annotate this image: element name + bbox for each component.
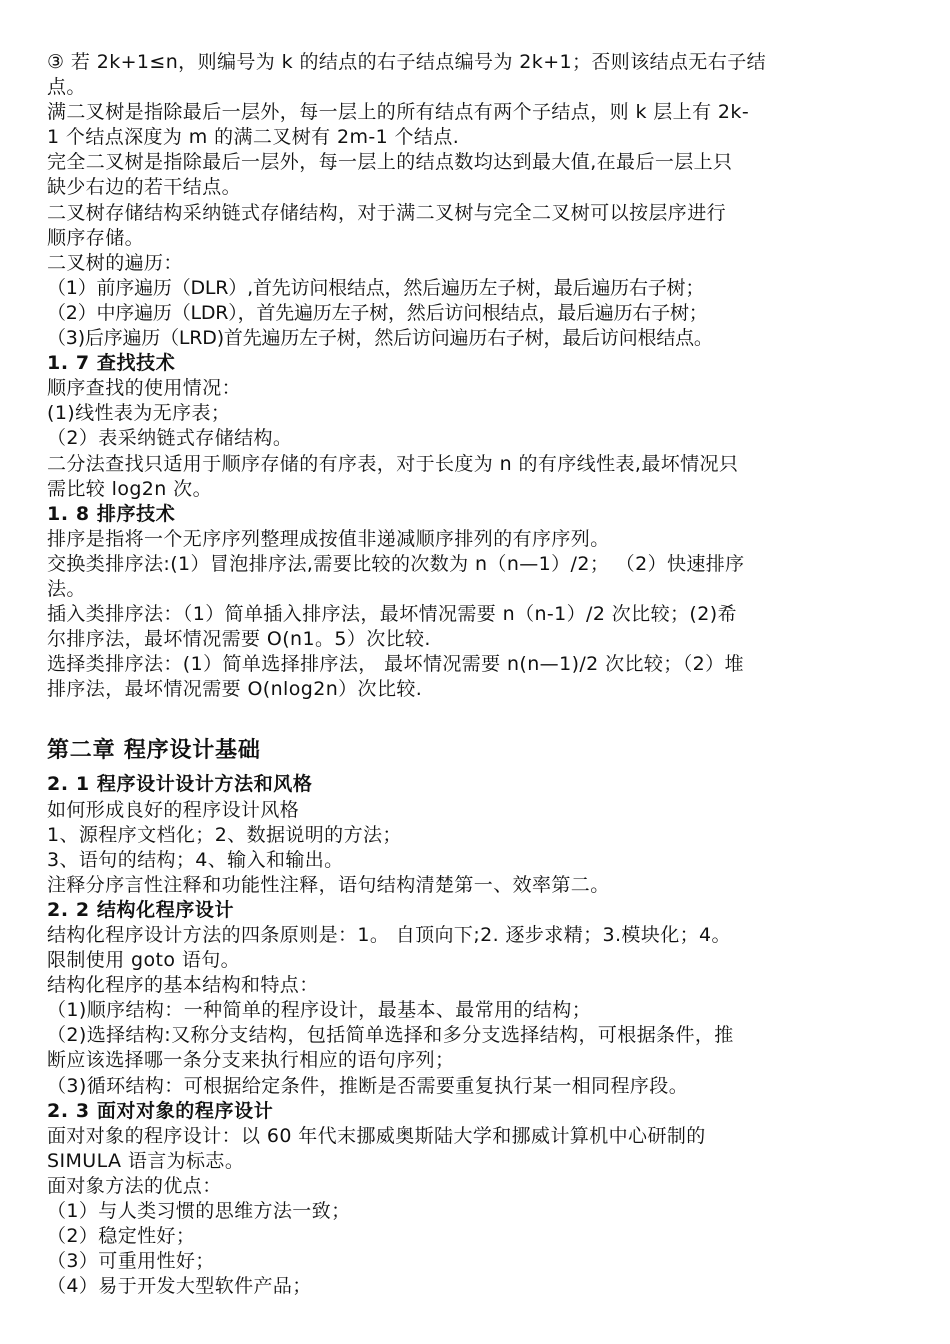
text-line: 1 个结点深度为 m 的满二叉树有 2m-1 个结点. bbox=[47, 126, 460, 149]
text-line: 结构化程序设计方法的四条原则是：1。 自顶向下;2. 逐步求精；3.模块化；4。 bbox=[47, 924, 731, 946]
text-line: （3)后序遍历（LRD)首先遍历左子树，然后访问遍历右子树，最后访问根结点。 bbox=[47, 327, 713, 350]
text-line: 排序法，最坏情况需要 O(nlog2n）次比较. bbox=[47, 678, 423, 701]
text-line: （1）前序遍历（DLR）,首先访问根结点，然后遍历左子树，最后遍历右子树； bbox=[47, 276, 705, 299]
text-line: 断应该选择哪一条分支来执行相应的语句序列； bbox=[47, 1049, 455, 1072]
text-line: 排序是指将一个无序序列整理成按值非递减顺序排列的有序序列。 bbox=[47, 527, 610, 550]
chapter-title: 第二章 程序设计基础 bbox=[47, 738, 261, 764]
text-line: （2）表采纳链式存储结构。 bbox=[47, 427, 293, 450]
text-line: 法。 bbox=[47, 577, 86, 600]
text-line: ③ 若 2k+1≤n，则编号为 k 的结点的右子结点编号为 2k+1；否则该结点无右子结 bbox=[47, 51, 766, 73]
text-line: 尔排序法，最坏情况需要 O(n1。5）次比较. bbox=[47, 628, 431, 651]
text-line: (1)线性表为无序表； bbox=[47, 402, 231, 425]
sort-technique-section bbox=[47, 502, 917, 703]
text-line: 顺序查找的使用情况： bbox=[47, 377, 242, 400]
text-line: 限制使用 goto 语句。 bbox=[47, 949, 241, 972]
binary-tree-section bbox=[47, 50, 917, 351]
text-line: 结构化程序的基本结构和特点： bbox=[47, 974, 319, 997]
text-line: 如何形成良好的程序设计风格 bbox=[47, 798, 300, 821]
text-line: （1）与人类习惯的思维方法一致； bbox=[47, 1200, 351, 1223]
text-line: （2）中序遍历（LDR），首先遍历左子树，然后访问根结点，最后遍历右子树； bbox=[47, 301, 708, 324]
text-line: 3、语句的结构；4、输入和输出。 bbox=[47, 848, 344, 871]
text-line: 顺序存储。 bbox=[47, 226, 145, 249]
text-line: 满二叉树是指除最后一层外，每一层上的所有结点有两个子结点，则 k 层上有 2k- bbox=[47, 101, 750, 124]
section-heading: 1. 8 排序技术 bbox=[47, 502, 176, 525]
text-line: 二叉树存储结构采纳链式存储结构，对于满二叉树与完全二叉树可以按层序进行 bbox=[47, 201, 727, 224]
text-line: 点。 bbox=[47, 76, 86, 99]
text-line: 需比较 log2n 次。 bbox=[47, 477, 212, 500]
text-line: （4）易于开发大型软件产品； bbox=[47, 1275, 312, 1298]
document-page bbox=[47, 50, 917, 1299]
text-line: 缺少右边的若干结点。 bbox=[47, 176, 242, 199]
programming-style-section bbox=[47, 772, 917, 897]
text-line: （3）可重用性好； bbox=[47, 1250, 215, 1273]
text-line: 完全二叉树是指除最后一层外，每一层上的结点数均达到最大值,在最后一层上只 bbox=[47, 151, 733, 174]
text-line: 插入类排序法：（1）简单插入排序法，最坏情况需要 n（n-1）/2 次比较；(2)希 bbox=[47, 603, 737, 626]
text-line: 面对象方法的优点： bbox=[47, 1174, 222, 1197]
text-line: （2)选择结构:又称分支结构，包括简单选择和多分支选择结构，可根据条件，推 bbox=[47, 1024, 734, 1047]
text-line: 1、源程序文档化；2、数据说明的方法； bbox=[47, 823, 402, 846]
structured-programming-section bbox=[47, 898, 917, 1099]
section-heading: 2. 2 结构化程序设计 bbox=[47, 898, 235, 921]
text-line: SIMULA 语言为标志。 bbox=[47, 1149, 245, 1172]
search-technique-section bbox=[47, 351, 917, 502]
section-heading: 2. 1 程序设计设计方法和风格 bbox=[47, 773, 313, 796]
text-line: （1)顺序结构：一种简单的程序设计，最基本、最常用的结构； bbox=[47, 999, 592, 1022]
text-line: （2）稳定性好； bbox=[47, 1225, 196, 1248]
text-line: 注释分序言性注释和功能性注释，语句结构清楚第一、效率第二。 bbox=[47, 873, 610, 896]
text-line: 二分法查找只适用于顺序存储的有序表，对于长度为 n 的有序线性表,最坏情况只 bbox=[47, 452, 739, 475]
text-line: 选择类排序法：(1）简单选择排序法， 最坏情况需要 n(n—1)/2 次比较；（2）堆 bbox=[47, 653, 744, 676]
text-line: 面对对象的程序设计：以 60 年代末挪威奥斯陆大学和挪威计算机中心研制的 bbox=[47, 1124, 706, 1147]
text-line: 二叉树的遍历： bbox=[47, 251, 183, 274]
text-line: （3)循环结构：可根据给定条件，推断是否需要重复执行某一相同程序段。 bbox=[47, 1074, 689, 1097]
text-line: 交换类排序法:(1）冒泡排序法,需要比较的次数为 n（n—1）/2； （2）快速排序 bbox=[47, 552, 745, 575]
section-heading: 2. 3 面对对象的程序设计 bbox=[47, 1099, 274, 1122]
object-oriented-section bbox=[47, 1099, 917, 1300]
section-heading: 1. 7 查找技术 bbox=[47, 352, 176, 375]
